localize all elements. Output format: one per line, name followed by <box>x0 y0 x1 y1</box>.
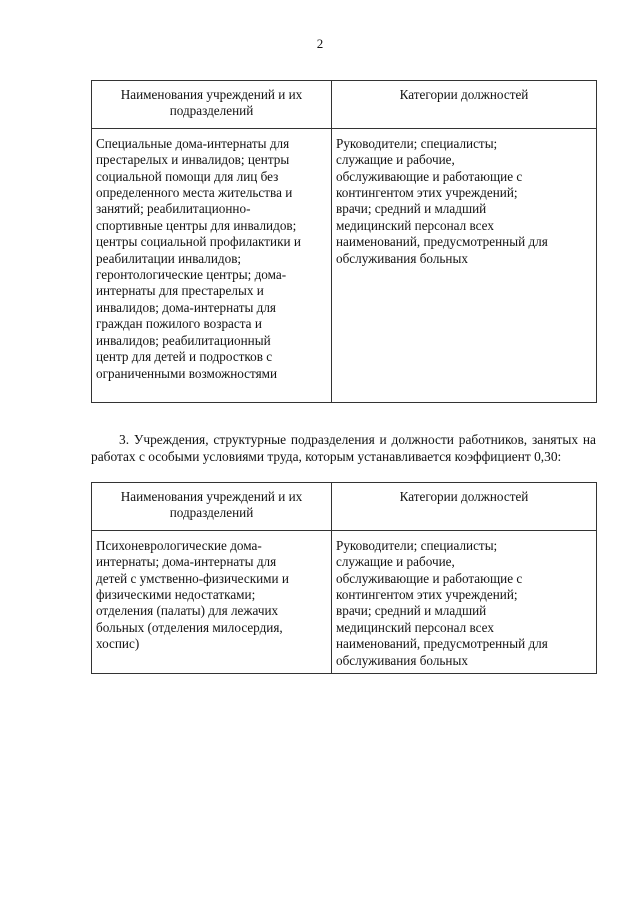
cell-institutions: Специальные дома-интернаты для престарелых и инвалидов; центры социальной помощи для лиц без определенного места жительства и занятий; реабилитационно- спортивные центры для инвалидов; центры социальной профилактики и реабилитации инвалидов; геронтологические центры; дома- интернаты для престарелых и инвалидов; дома-интернаты для граждан пожилого возраста и инвалидов; реабилитационный центр для детей и подростков с ограниченными возможностями <box>92 128 332 402</box>
cell-position-categories: Руководители; специалисты; служащие и рабочие, обслуживающие и работающие с контингентом этих учреждений; врачи; средний и младший медицинский персонал всех наименований, предусмотренный для обслуживания больных <box>332 128 597 402</box>
table-row <box>92 530 597 673</box>
cell-institutions: Психоневрологические дома- интернаты; дома-интернаты для детей с умственно-физическими и физическими недостатками; отделения (палаты) для лежачих больных (отделения милосердия, хоспис) <box>92 530 332 673</box>
positions-table-1 <box>91 80 597 403</box>
cell-position-categories: Руководители; специалисты; служащие и рабочие, обслуживающие и работающие с контингентом этих учреждений; врачи; средний и младший медицинский персонал всех наименований, предусмотренный для обслуживания больных <box>332 530 597 673</box>
paragraph-3: 3. Учреждения, структурные подразделения и должности работников, занятых на работах с особыми условиями труда, которым устанавливается коэффициент 0,30: <box>91 432 596 464</box>
header-institutions: Наименования учреждений и их подразделений <box>92 81 332 129</box>
header-institutions: Наименования учреждений и их подразделений <box>92 483 332 531</box>
positions-table-2 <box>91 482 597 674</box>
header-position-categories: Категории должностей <box>332 81 597 129</box>
table-row <box>92 128 597 402</box>
page-number: 2 <box>316 36 324 51</box>
header-position-categories: Категории должностей <box>332 483 597 531</box>
table-header-row <box>92 81 597 129</box>
table-header-row <box>92 483 597 531</box>
